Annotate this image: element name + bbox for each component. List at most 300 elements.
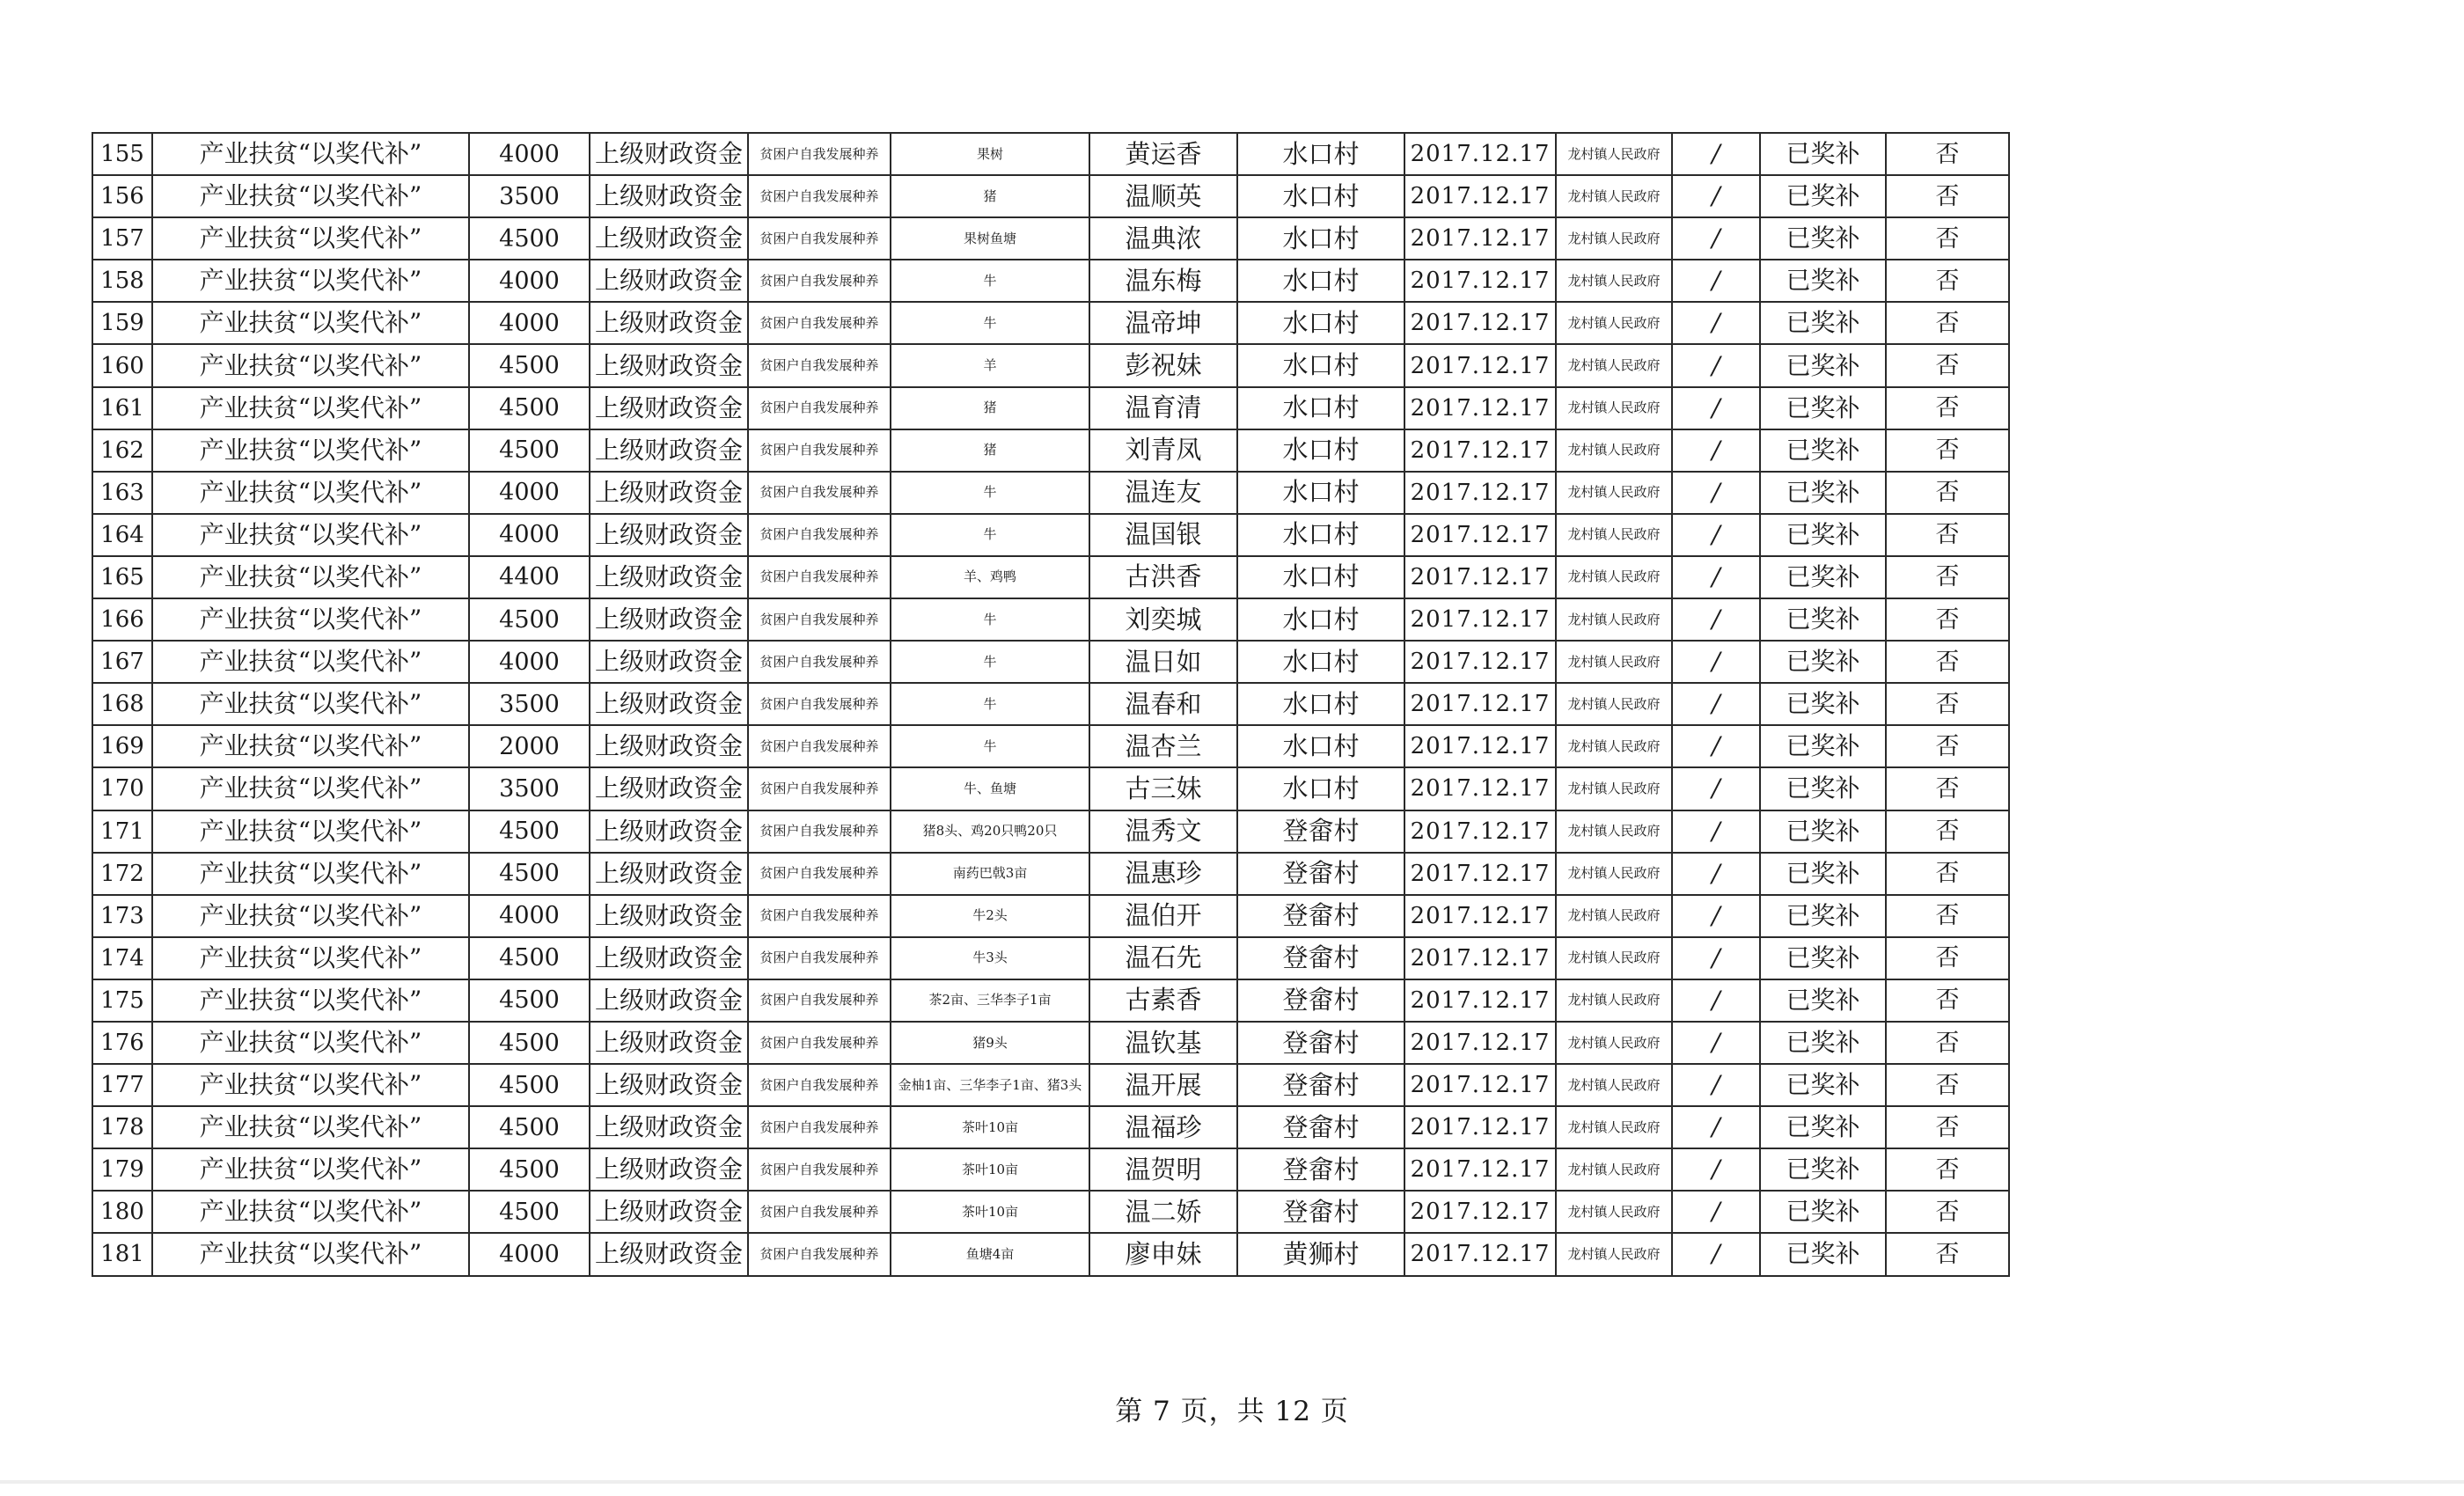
amount-cell: 4500 xyxy=(469,1022,590,1064)
recipient-name-cell: 温育清 xyxy=(1089,387,1237,429)
table-row xyxy=(92,387,2009,429)
subsidy-type-cell: 贫困户自我发展种养 xyxy=(748,979,891,1022)
village-cell: 登畲村 xyxy=(1237,979,1404,1022)
project-name-cell: 产业扶贫“以奖代补” xyxy=(152,344,469,386)
fund-source-cell: 上级财政资金 xyxy=(590,895,748,937)
date-cell: 2017.12.17 xyxy=(1404,217,1556,260)
date-cell: 2017.12.17 xyxy=(1404,937,1556,979)
subsidy-detail-cell: 牛 xyxy=(891,302,1089,344)
subsidy-type-cell: 贫困户自我发展种养 xyxy=(748,387,891,429)
fund-source-cell: 上级财政资金 xyxy=(590,767,748,810)
flag-cell: 否 xyxy=(1886,725,2009,767)
subsidy-status-cell: 已奖补 xyxy=(1760,895,1886,937)
recipient-name-cell: 温帝坤 xyxy=(1089,302,1237,344)
village-cell: 水口村 xyxy=(1237,175,1404,217)
table-row xyxy=(92,683,2009,725)
subsidy-status-cell: 已奖补 xyxy=(1760,302,1886,344)
subsidy-type-cell: 贫困户自我发展种养 xyxy=(748,1022,891,1064)
issuing-org-cell: 龙村镇人民政府 xyxy=(1556,514,1672,556)
fund-source-cell: 上级财政资金 xyxy=(590,1148,748,1191)
project-name-cell: 产业扶贫“以奖代补” xyxy=(152,387,469,429)
fund-source-cell: 上级财政资金 xyxy=(590,260,748,302)
row-number-cell: 174 xyxy=(92,937,152,979)
recipient-name-cell: 温国银 xyxy=(1089,514,1237,556)
date-cell: 2017.12.17 xyxy=(1404,1148,1556,1191)
subsidy-type-cell: 贫困户自我发展种养 xyxy=(748,1233,891,1275)
recipient-name-cell: 温春和 xyxy=(1089,683,1237,725)
date-cell: 2017.12.17 xyxy=(1404,895,1556,937)
amount-cell: 4500 xyxy=(469,810,590,853)
subsidy-type-cell: 贫困户自我发展种养 xyxy=(748,895,891,937)
row-number-cell: 156 xyxy=(92,175,152,217)
subsidy-detail-cell: 猪 xyxy=(891,387,1089,429)
subsidy-status-cell: 已奖补 xyxy=(1760,133,1886,175)
flag-cell: 否 xyxy=(1886,641,2009,683)
row-number-cell: 170 xyxy=(92,767,152,810)
issuing-org-cell: 龙村镇人民政府 xyxy=(1556,641,1672,683)
subsidy-detail-cell: 羊 xyxy=(891,344,1089,386)
recipient-name-cell: 温连友 xyxy=(1089,472,1237,514)
project-name-cell: 产业扶贫“以奖代补” xyxy=(152,260,469,302)
slash-mark-cell: / xyxy=(1672,217,1760,260)
subsidy-status-cell: 已奖补 xyxy=(1760,937,1886,979)
village-cell: 水口村 xyxy=(1237,767,1404,810)
slash-mark-cell: / xyxy=(1672,895,1760,937)
flag-cell: 否 xyxy=(1886,1106,2009,1148)
subsidy-detail-cell: 猪8头、鸡20只鸭20只 xyxy=(891,810,1089,853)
subsidy-detail-cell: 牛 xyxy=(891,472,1089,514)
subsidy-status-cell: 已奖补 xyxy=(1760,260,1886,302)
amount-cell: 4000 xyxy=(469,641,590,683)
flag-cell: 否 xyxy=(1886,895,2009,937)
date-cell: 2017.12.17 xyxy=(1404,302,1556,344)
issuing-org-cell: 龙村镇人民政府 xyxy=(1556,810,1672,853)
subsidy-status-cell: 已奖补 xyxy=(1760,514,1886,556)
subsidy-type-cell: 贫困户自我发展种养 xyxy=(748,514,891,556)
village-cell: 水口村 xyxy=(1237,387,1404,429)
amount-cell: 4000 xyxy=(469,133,590,175)
issuing-org-cell: 龙村镇人民政府 xyxy=(1556,1148,1672,1191)
issuing-org-cell: 龙村镇人民政府 xyxy=(1556,556,1672,598)
flag-cell: 否 xyxy=(1886,302,2009,344)
flag-cell: 否 xyxy=(1886,1022,2009,1064)
row-number-cell: 175 xyxy=(92,979,152,1022)
village-cell: 登畲村 xyxy=(1237,1106,1404,1148)
amount-cell: 4000 xyxy=(469,472,590,514)
project-name-cell: 产业扶贫“以奖代补” xyxy=(152,1191,469,1233)
slash-mark-cell: / xyxy=(1672,514,1760,556)
date-cell: 2017.12.17 xyxy=(1404,133,1556,175)
table-row xyxy=(92,979,2009,1022)
slash-mark-cell: / xyxy=(1672,472,1760,514)
amount-cell: 2000 xyxy=(469,725,590,767)
recipient-name-cell: 温福珍 xyxy=(1089,1106,1237,1148)
issuing-org-cell: 龙村镇人民政府 xyxy=(1556,133,1672,175)
subsidy-status-cell: 已奖补 xyxy=(1760,979,1886,1022)
issuing-org-cell: 龙村镇人民政府 xyxy=(1556,683,1672,725)
table-row xyxy=(92,1022,2009,1064)
subsidy-type-cell: 贫困户自我发展种养 xyxy=(748,1106,891,1148)
fund-source-cell: 上级财政资金 xyxy=(590,1106,748,1148)
project-name-cell: 产业扶贫“以奖代补” xyxy=(152,1022,469,1064)
issuing-org-cell: 龙村镇人民政府 xyxy=(1556,217,1672,260)
fund-source-cell: 上级财政资金 xyxy=(590,1022,748,1064)
row-number-cell: 161 xyxy=(92,387,152,429)
table-row xyxy=(92,1233,2009,1275)
row-number-cell: 176 xyxy=(92,1022,152,1064)
subsidy-detail-cell: 牛2头 xyxy=(891,895,1089,937)
amount-cell: 4000 xyxy=(469,302,590,344)
fund-source-cell: 上级财政资金 xyxy=(590,725,748,767)
subsidy-type-cell: 贫困户自我发展种养 xyxy=(748,767,891,810)
recipient-name-cell: 温钦基 xyxy=(1089,1022,1237,1064)
flag-cell: 否 xyxy=(1886,598,2009,641)
village-cell: 黄狮村 xyxy=(1237,1233,1404,1275)
fund-source-cell: 上级财政资金 xyxy=(590,556,748,598)
issuing-org-cell: 龙村镇人民政府 xyxy=(1556,429,1672,472)
subsidy-detail-cell: 牛 xyxy=(891,683,1089,725)
project-name-cell: 产业扶贫“以奖代补” xyxy=(152,217,469,260)
issuing-org-cell: 龙村镇人民政府 xyxy=(1556,979,1672,1022)
date-cell: 2017.12.17 xyxy=(1404,472,1556,514)
fund-source-cell: 上级财政资金 xyxy=(590,175,748,217)
fund-source-cell: 上级财政资金 xyxy=(590,344,748,386)
project-name-cell: 产业扶贫“以奖代补” xyxy=(152,767,469,810)
amount-cell: 4500 xyxy=(469,1106,590,1148)
date-cell: 2017.12.17 xyxy=(1404,556,1556,598)
recipient-name-cell: 温开展 xyxy=(1089,1064,1237,1106)
fund-source-cell: 上级财政资金 xyxy=(590,302,748,344)
subsidy-detail-cell: 牛3头 xyxy=(891,937,1089,979)
slash-mark-cell: / xyxy=(1672,260,1760,302)
subsidy-type-cell: 贫困户自我发展种养 xyxy=(748,725,891,767)
issuing-org-cell: 龙村镇人民政府 xyxy=(1556,1064,1672,1106)
subsidy-status-cell: 已奖补 xyxy=(1760,683,1886,725)
table-body xyxy=(92,133,2009,1276)
subsidy-status-cell: 已奖补 xyxy=(1760,387,1886,429)
row-number-cell: 159 xyxy=(92,302,152,344)
flag-cell: 否 xyxy=(1886,1064,2009,1106)
amount-cell: 4400 xyxy=(469,556,590,598)
slash-mark-cell: / xyxy=(1672,387,1760,429)
table-row xyxy=(92,1064,2009,1106)
subsidy-detail-cell: 茶叶10亩 xyxy=(891,1148,1089,1191)
issuing-org-cell: 龙村镇人民政府 xyxy=(1556,725,1672,767)
subsidy-detail-cell: 羊、鸡鸭 xyxy=(891,556,1089,598)
fund-source-cell: 上级财政资金 xyxy=(590,133,748,175)
slash-mark-cell: / xyxy=(1672,175,1760,217)
table-row xyxy=(92,895,2009,937)
project-name-cell: 产业扶贫“以奖代补” xyxy=(152,979,469,1022)
subsidy-detail-cell: 金柚1亩、三华李子1亩、猪3头 xyxy=(891,1064,1089,1106)
fund-source-cell: 上级财政资金 xyxy=(590,429,748,472)
issuing-org-cell: 龙村镇人民政府 xyxy=(1556,767,1672,810)
amount-cell: 4500 xyxy=(469,937,590,979)
amount-cell: 3500 xyxy=(469,683,590,725)
fund-source-cell: 上级财政资金 xyxy=(590,641,748,683)
issuing-org-cell: 龙村镇人民政府 xyxy=(1556,260,1672,302)
issuing-org-cell: 龙村镇人民政府 xyxy=(1556,937,1672,979)
fund-source-cell: 上级财政资金 xyxy=(590,853,748,895)
village-cell: 水口村 xyxy=(1237,514,1404,556)
recipient-name-cell: 刘奕城 xyxy=(1089,598,1237,641)
recipient-name-cell: 廖申妹 xyxy=(1089,1233,1237,1275)
subsidy-status-cell: 已奖补 xyxy=(1760,641,1886,683)
flag-cell: 否 xyxy=(1886,683,2009,725)
slash-mark-cell: / xyxy=(1672,1191,1760,1233)
village-cell: 登畲村 xyxy=(1237,1022,1404,1064)
issuing-org-cell: 龙村镇人民政府 xyxy=(1556,472,1672,514)
table-row xyxy=(92,217,2009,260)
project-name-cell: 产业扶贫“以奖代补” xyxy=(152,1233,469,1275)
row-number-cell: 177 xyxy=(92,1064,152,1106)
subsidy-detail-cell: 牛 xyxy=(891,260,1089,302)
recipient-name-cell: 温伯开 xyxy=(1089,895,1237,937)
slash-mark-cell: / xyxy=(1672,302,1760,344)
issuing-org-cell: 龙村镇人民政府 xyxy=(1556,1106,1672,1148)
row-number-cell: 169 xyxy=(92,725,152,767)
subsidy-detail-cell: 果树 xyxy=(891,133,1089,175)
village-cell: 登畲村 xyxy=(1237,937,1404,979)
subsidy-detail-cell: 南药巴戟3亩 xyxy=(891,853,1089,895)
recipient-name-cell: 刘青凤 xyxy=(1089,429,1237,472)
subsidy-type-cell: 贫困户自我发展种养 xyxy=(748,683,891,725)
slash-mark-cell: / xyxy=(1672,725,1760,767)
date-cell: 2017.12.17 xyxy=(1404,598,1556,641)
row-number-cell: 164 xyxy=(92,514,152,556)
project-name-cell: 产业扶贫“以奖代补” xyxy=(152,556,469,598)
row-number-cell: 168 xyxy=(92,683,152,725)
issuing-org-cell: 龙村镇人民政府 xyxy=(1556,302,1672,344)
table-row xyxy=(92,133,2009,175)
row-number-cell: 180 xyxy=(92,1191,152,1233)
subsidy-detail-cell: 猪9头 xyxy=(891,1022,1089,1064)
amount-cell: 3500 xyxy=(469,767,590,810)
issuing-org-cell: 龙村镇人民政府 xyxy=(1556,387,1672,429)
issuing-org-cell: 龙村镇人民政府 xyxy=(1556,895,1672,937)
project-name-cell: 产业扶贫“以奖代补” xyxy=(152,937,469,979)
subsidy-detail-cell: 茶叶10亩 xyxy=(891,1106,1089,1148)
project-name-cell: 产业扶贫“以奖代补” xyxy=(152,302,469,344)
slash-mark-cell: / xyxy=(1672,810,1760,853)
flag-cell: 否 xyxy=(1886,1191,2009,1233)
project-name-cell: 产业扶贫“以奖代补” xyxy=(152,725,469,767)
row-number-cell: 172 xyxy=(92,853,152,895)
slash-mark-cell: / xyxy=(1672,1233,1760,1275)
subsidy-detail-cell: 果树鱼塘 xyxy=(891,217,1089,260)
table-row xyxy=(92,514,2009,556)
project-name-cell: 产业扶贫“以奖代补” xyxy=(152,133,469,175)
amount-cell: 4500 xyxy=(469,598,590,641)
flag-cell: 否 xyxy=(1886,556,2009,598)
subsidy-type-cell: 贫困户自我发展种养 xyxy=(748,429,891,472)
fund-source-cell: 上级财政资金 xyxy=(590,937,748,979)
table-row xyxy=(92,260,2009,302)
recipient-name-cell: 温杏兰 xyxy=(1089,725,1237,767)
row-number-cell: 171 xyxy=(92,810,152,853)
amount-cell: 4000 xyxy=(469,514,590,556)
row-number-cell: 158 xyxy=(92,260,152,302)
subsidy-status-cell: 已奖补 xyxy=(1760,810,1886,853)
slash-mark-cell: / xyxy=(1672,344,1760,386)
village-cell: 水口村 xyxy=(1237,598,1404,641)
project-name-cell: 产业扶贫“以奖代补” xyxy=(152,853,469,895)
row-number-cell: 165 xyxy=(92,556,152,598)
flag-cell: 否 xyxy=(1886,979,2009,1022)
table-row xyxy=(92,556,2009,598)
table-row xyxy=(92,472,2009,514)
fund-source-cell: 上级财政资金 xyxy=(590,598,748,641)
date-cell: 2017.12.17 xyxy=(1404,979,1556,1022)
recipient-name-cell: 温顺英 xyxy=(1089,175,1237,217)
flag-cell: 否 xyxy=(1886,937,2009,979)
amount-cell: 4000 xyxy=(469,1233,590,1275)
subsidy-detail-cell: 牛 xyxy=(891,598,1089,641)
fund-source-cell: 上级财政资金 xyxy=(590,683,748,725)
subsidy-type-cell: 贫困户自我发展种养 xyxy=(748,937,891,979)
subsidy-type-cell: 贫困户自我发展种养 xyxy=(748,810,891,853)
flag-cell: 否 xyxy=(1886,217,2009,260)
subsidy-type-cell: 贫困户自我发展种养 xyxy=(748,260,891,302)
village-cell: 水口村 xyxy=(1237,260,1404,302)
village-cell: 登畲村 xyxy=(1237,895,1404,937)
table-row xyxy=(92,344,2009,386)
date-cell: 2017.12.17 xyxy=(1404,175,1556,217)
fund-source-cell: 上级财政资金 xyxy=(590,387,748,429)
subsidy-type-cell: 贫困户自我发展种养 xyxy=(748,598,891,641)
row-number-cell: 155 xyxy=(92,133,152,175)
flag-cell: 否 xyxy=(1886,133,2009,175)
project-name-cell: 产业扶贫“以奖代补” xyxy=(152,895,469,937)
subsidy-detail-cell: 牛、鱼塘 xyxy=(891,767,1089,810)
flag-cell: 否 xyxy=(1886,175,2009,217)
subsidy-status-cell: 已奖补 xyxy=(1760,175,1886,217)
flag-cell: 否 xyxy=(1886,810,2009,853)
project-name-cell: 产业扶贫“以奖代补” xyxy=(152,175,469,217)
slash-mark-cell: / xyxy=(1672,133,1760,175)
amount-cell: 4500 xyxy=(469,979,590,1022)
slash-mark-cell: / xyxy=(1672,1106,1760,1148)
table-row xyxy=(92,598,2009,641)
slash-mark-cell: / xyxy=(1672,937,1760,979)
project-name-cell: 产业扶贫“以奖代补” xyxy=(152,1106,469,1148)
subsidy-status-cell: 已奖补 xyxy=(1760,556,1886,598)
village-cell: 登畲村 xyxy=(1237,1064,1404,1106)
table-row xyxy=(92,810,2009,853)
table-row xyxy=(92,302,2009,344)
amount-cell: 4500 xyxy=(469,387,590,429)
subsidy-type-cell: 贫困户自我发展种养 xyxy=(748,641,891,683)
date-cell: 2017.12.17 xyxy=(1404,387,1556,429)
issuing-org-cell: 龙村镇人民政府 xyxy=(1556,853,1672,895)
recipient-name-cell: 温日如 xyxy=(1089,641,1237,683)
page-footer: 第 7 页，共 12 页 xyxy=(1115,1396,1349,1427)
subsidy-status-cell: 已奖补 xyxy=(1760,853,1886,895)
recipient-name-cell: 温秀文 xyxy=(1089,810,1237,853)
slash-mark-cell: / xyxy=(1672,979,1760,1022)
amount-cell: 4000 xyxy=(469,895,590,937)
date-cell: 2017.12.17 xyxy=(1404,260,1556,302)
project-name-cell: 产业扶贫“以奖代补” xyxy=(152,1148,469,1191)
village-cell: 水口村 xyxy=(1237,302,1404,344)
subsidy-type-cell: 贫困户自我发展种养 xyxy=(748,472,891,514)
village-cell: 水口村 xyxy=(1237,429,1404,472)
table-row xyxy=(92,175,2009,217)
flag-cell: 否 xyxy=(1886,1148,2009,1191)
date-cell: 2017.12.17 xyxy=(1404,1191,1556,1233)
slash-mark-cell: / xyxy=(1672,641,1760,683)
project-name-cell: 产业扶贫“以奖代补” xyxy=(152,514,469,556)
slash-mark-cell: / xyxy=(1672,556,1760,598)
slash-mark-cell: / xyxy=(1672,683,1760,725)
recipient-name-cell: 温典浓 xyxy=(1089,217,1237,260)
village-cell: 水口村 xyxy=(1237,344,1404,386)
slash-mark-cell: / xyxy=(1672,853,1760,895)
date-cell: 2017.12.17 xyxy=(1404,1233,1556,1275)
subsidy-type-cell: 贫困户自我发展种养 xyxy=(748,175,891,217)
table-row xyxy=(92,725,2009,767)
project-name-cell: 产业扶贫“以奖代补” xyxy=(152,472,469,514)
slash-mark-cell: / xyxy=(1672,767,1760,810)
subsidy-detail-cell: 鱼塘4亩 xyxy=(891,1233,1089,1275)
project-name-cell: 产业扶贫“以奖代补” xyxy=(152,598,469,641)
subsidy-status-cell: 已奖补 xyxy=(1760,1233,1886,1275)
slash-mark-cell: / xyxy=(1672,1148,1760,1191)
project-name-cell: 产业扶贫“以奖代补” xyxy=(152,641,469,683)
flag-cell: 否 xyxy=(1886,429,2009,472)
fund-source-cell: 上级财政资金 xyxy=(590,1233,748,1275)
flag-cell: 否 xyxy=(1886,260,2009,302)
row-number-cell: 163 xyxy=(92,472,152,514)
date-cell: 2017.12.17 xyxy=(1404,767,1556,810)
table-row xyxy=(92,641,2009,683)
flag-cell: 否 xyxy=(1886,853,2009,895)
village-cell: 水口村 xyxy=(1237,472,1404,514)
date-cell: 2017.12.17 xyxy=(1404,514,1556,556)
amount-cell: 3500 xyxy=(469,175,590,217)
fund-source-cell: 上级财政资金 xyxy=(590,1064,748,1106)
recipient-name-cell: 古三妹 xyxy=(1089,767,1237,810)
subsidy-type-cell: 贫困户自我发展种养 xyxy=(748,217,891,260)
date-cell: 2017.12.17 xyxy=(1404,1022,1556,1064)
village-cell: 水口村 xyxy=(1237,725,1404,767)
slash-mark-cell: / xyxy=(1672,1022,1760,1064)
table-row xyxy=(92,429,2009,472)
subsidy-detail-cell: 茶叶10亩 xyxy=(891,1191,1089,1233)
table-row xyxy=(92,853,2009,895)
slash-mark-cell: / xyxy=(1672,598,1760,641)
table-row xyxy=(92,1148,2009,1191)
date-cell: 2017.12.17 xyxy=(1404,683,1556,725)
row-number-cell: 181 xyxy=(92,1233,152,1275)
issuing-org-cell: 龙村镇人民政府 xyxy=(1556,175,1672,217)
date-cell: 2017.12.17 xyxy=(1404,1064,1556,1106)
recipient-name-cell: 温东梅 xyxy=(1089,260,1237,302)
subsidy-status-cell: 已奖补 xyxy=(1760,725,1886,767)
row-number-cell: 179 xyxy=(92,1148,152,1191)
village-cell: 登畲村 xyxy=(1237,1191,1404,1233)
fund-source-cell: 上级财政资金 xyxy=(590,1191,748,1233)
fund-source-cell: 上级财政资金 xyxy=(590,810,748,853)
recipient-name-cell: 古洪香 xyxy=(1089,556,1237,598)
amount-cell: 4500 xyxy=(469,1191,590,1233)
date-cell: 2017.12.17 xyxy=(1404,429,1556,472)
village-cell: 水口村 xyxy=(1237,683,1404,725)
village-cell: 登畲村 xyxy=(1237,1148,1404,1191)
date-cell: 2017.12.17 xyxy=(1404,853,1556,895)
slash-mark-cell: / xyxy=(1672,1064,1760,1106)
table-row xyxy=(92,1106,2009,1148)
